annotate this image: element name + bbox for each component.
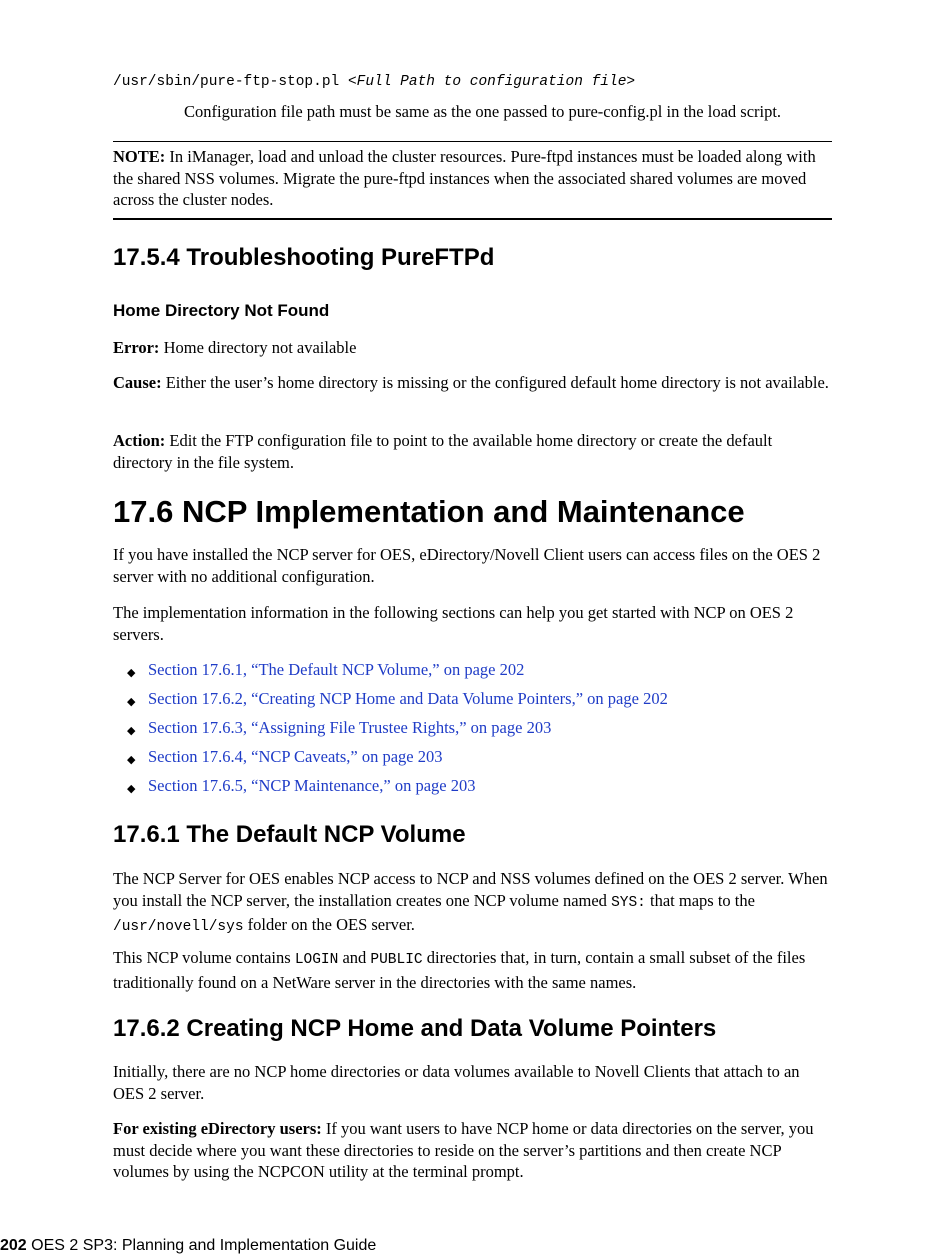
pointers-paragraph-2 [113,1118,832,1183]
error-paragraph [113,337,832,359]
command-line [113,74,635,90]
action-text: Edit the FTP configuration file to point to the available home directory or create the default directory in the file system. [113,431,773,472]
list-item [127,717,832,746]
command-path: /usr/sbin/pure-ftp-stop.pl [113,74,340,90]
link-section-17-6-3[interactable]: Section 17.6.3, “Assigning File Trustee Rights,” on page 203 [148,718,552,737]
default-volume-text-1a: The NCP Server for OES enables NCP access to NCP and NSS volumes defined on the OES 2 server. When you install the NCP server, the installation creates one NCP volume named [113,869,828,910]
command-description: Configuration file path must be same as the one passed to pure-config.pl in the load script. [184,102,782,121]
note-top-rule [113,141,832,142]
code-sys-volume: SYS: [611,894,646,911]
list-item [127,746,832,775]
link-section-17-6-1[interactable]: Section 17.6.1, “The Default NCP Volume,” on page 202 [148,660,525,679]
action-label: Action: [113,431,166,450]
bullet-diamond-icon: ◆ [127,783,136,795]
error-label: Error: [113,338,160,357]
list-item [127,688,832,717]
heading-default-volume: 17.6.1 The Default NCP Volume [113,821,466,848]
section-link-list [127,659,832,804]
note-label: NOTE: [113,147,166,166]
code-sys-path: /usr/novell/sys [113,919,244,935]
footer-title: OES 2 SP3: Planning and Implementation Guide [31,1237,377,1254]
pointers-label: For existing eDirectory users: [113,1119,322,1138]
default-volume-text-2b: and [338,948,371,967]
page-footer [0,1237,376,1255]
default-volume-text-2a: This NCP volume contains [113,948,295,967]
command-argument: <Full Path to configuration file> [347,74,636,90]
bullet-diamond-icon: ◆ [127,696,136,708]
link-section-17-6-4[interactable]: Section 17.6.4, “NCP Caveats,” on page 203 [148,747,443,766]
list-item [127,659,832,688]
link-section-17-6-2[interactable]: Section 17.6.2, “Creating NCP Home and Data Volume Pointers,” on page 202 [148,689,668,708]
code-login: LOGIN [294,952,339,968]
cause-text: Either the user’s home directory is missing or the configured default home directory is not available. [165,373,829,392]
default-volume-paragraph-2 [113,947,832,993]
action-paragraph [113,430,832,473]
default-volume-paragraph-1 [113,868,832,939]
pointers-paragraph-1: Initially, there are no NCP home directories or data volumes available to Novell Clients that attach to an OES 2 server. [113,1062,800,1103]
pointers-text: If you want users to have NCP home or data directories on the server, you must decide where you want these directories to reside on the server’s partitions and then create NCP volumes by using the NCPCON utility at the terminal prompt. [113,1119,814,1181]
link-section-17-6-5[interactable]: Section 17.6.5, “NCP Maintenance,” on page 203 [148,776,476,795]
note-bottom-rule [113,218,832,220]
cause-label: Cause: [113,373,162,392]
heading-troubleshooting: 17.5.4 Troubleshooting PureFTPd [113,244,495,271]
list-item [127,775,832,804]
default-volume-text-1c: folder on the OES server. [243,915,415,934]
bullet-diamond-icon: ◆ [127,667,136,679]
ncp-intro-1: If you have installed the NCP server for OES, eDirectory/Novell Client users can access files on the OES 2 server with no additional configuration. [113,545,821,586]
cause-paragraph [113,372,832,394]
code-public: PUBLIC [370,952,423,968]
heading-ncp: 17.6 NCP Implementation and Maintenance [113,494,745,529]
error-text: Home directory not available [163,338,357,357]
ncp-intro-2: The implementation information in the following sections can help you get started with NCP on OES 2 servers. [113,603,794,644]
note-text: In iManager, load and unload the cluster resources. Pure-ftpd instances must be loaded along with the shared NSS volumes. Migrate the pure-ftpd instances when the associated shared volumes are moved across the cluster nodes. [113,147,816,209]
page-number: 202 [0,1237,27,1254]
bullet-diamond-icon: ◆ [127,754,136,766]
default-volume-text-2c: directories that, in turn, contain a small subset of the files traditionally found on a NetWare server in the directories with the same names. [113,948,806,992]
bullet-diamond-icon: ◆ [127,725,136,737]
default-volume-text-1b: that maps to the [645,890,755,910]
subheading-home-directory: Home Directory Not Found [113,301,330,320]
note-box [113,146,832,211]
heading-volume-pointers: 17.6.2 Creating NCP Home and Data Volume Pointers [113,1015,717,1042]
